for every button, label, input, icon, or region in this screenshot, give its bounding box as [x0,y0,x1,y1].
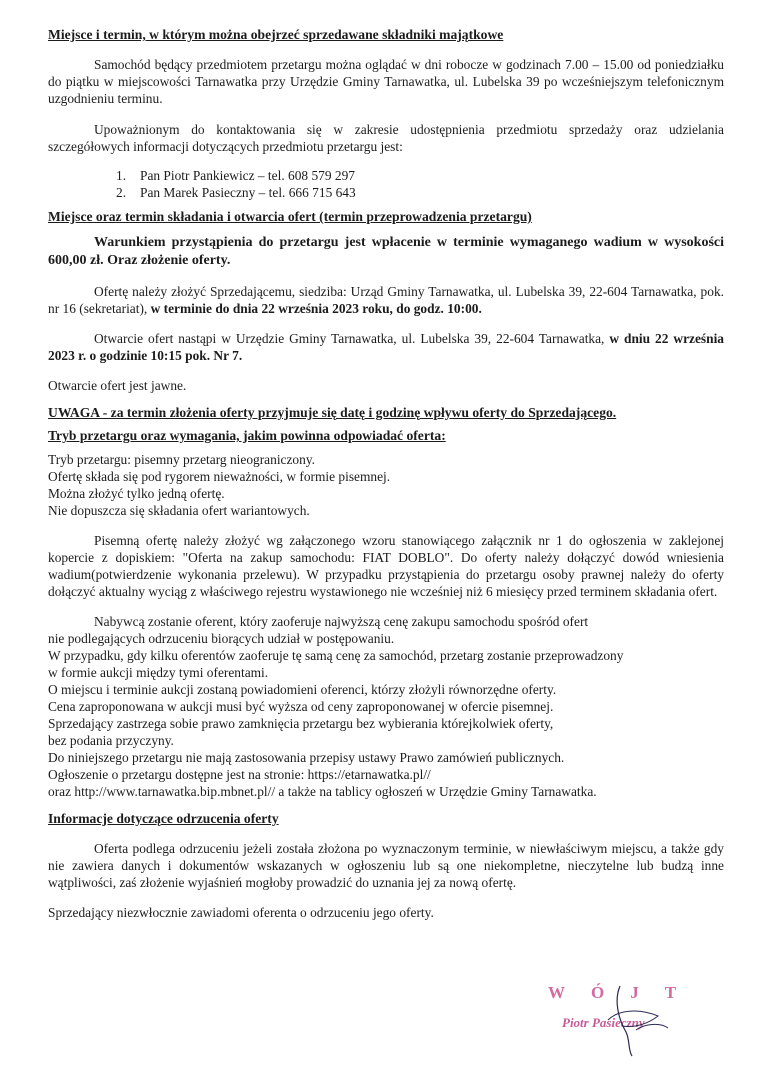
handwritten-signature [548,980,698,1060]
text-line: Nabywcą zostanie oferent, który zaoferuje najwyższą cenę zakupu samochodu spośród ofert [94,614,589,629]
text-line: Cena zaproponowana w aukcji musi być wyższa od ceny zaproponowanej w ofercie pisemnej. [48,699,554,714]
paragraph-rejection-notice: Sprzedający niezwłocznie zawiadomi oferenta o odrzuceniu jego oferty. [48,905,434,920]
paragraph-award-rules [48,613,724,800]
stamp-title: WÓJT [548,983,703,1002]
rule-line: Ofertę składa się pod rygorem nieważności, w formie pisemnej. [48,469,391,484]
section-heading-requirements: Tryb przetargu oraz wymagania, jakim powinna odpowiadać oferta: [48,428,446,443]
section-heading-submission: Miejsce oraz termin składania i otwarcia ofert (termin przeprowadzenia przetargu) [48,209,532,224]
paragraph-opening: Otwarcie ofert nastąpi w Urzędzie Gminy Tarnawatka, ul. Lubelska 39, 22-604 Tarnawatka, w dniu 22 września 2023 r. o godzinie 10:15 pok. Nr 7. [48,331,724,363]
text-line: oraz http://www.tarnawatka.bip.mbnet.pl// a także na tablicy ogłoszeń w Urzędzie Gminy Tarnawatka. [48,784,597,799]
text-line: Do niniejszego przetargu nie mają zastosowania przepisy ustawy Prawo zamówień publicznych. [48,750,565,765]
contact-item: 2. Pan Marek Pasieczny – tel. 666 715 643 [116,185,356,200]
stamp-name: Piotr Pasieczny [562,1015,645,1030]
paragraph-offer-form: Pisemną ofertę należy złożyć wg załączonego wzoru stanowiącego załącznik nr 1 do ogłoszenia w zaklejonej kopercie z dopiskiem: "Oferta na zakup samochodu: FIAT DOBLO". Do oferty należy dołączyć dowód wniesienia wadium(potwierdzenie wykonania przelewu). W przypadku przystąpienia do przetargu osoby prawnej należy do oferty dołączyć aktualny wyciąg z właściwego rejestru wystawionego nie wcześniej niż 6 miesięcy przed terminem składania ofert. [48,533,724,599]
paragraph-submission: Ofertę należy złożyć Sprzedającemu, siedziba: Urząd Gminy Tarnawatka, ul. Lubelska 39, 22-604 Tarnawatka, pok. nr 16 (sekretariat), w terminie do dnia 22 września 2023 roku, do godz. 10:00. [48,284,724,316]
contact-item: 1. Pan Piotr Pankiewicz – tel. 608 579 297 [116,168,355,183]
paragraph-rejection: Oferta podlega odrzuceniu jeżeli została złożona po wyznaczonym terminie, w niewłaściwym miejscu, a także gdy nie zawiera danych i dokumentów wskazanych w ogłoszeniu lub są one niekompletne, nieczytelne lub budzą inne wątpliwości, zaś złożenie wyjaśnień mogłoby prowadzić do uznania jej za nową ofertę. [48,841,724,890]
text-line: w formie aukcji między tymi oferentami. [48,665,269,680]
document-page [48,26,724,921]
rule-line: Tryb przetargu: pisemny przetarg nieograniczony. [48,452,315,467]
text-line: nie podlegających odrzuceniu biorących udział w postępowaniu. [48,631,395,646]
signature-stamp [548,980,703,1060]
notice-heading: UWAGA - za termin złożenia oferty przyjmuje się datę i godzinę wpływu oferty do Sprzedającego. [48,405,617,420]
text-line: O miejscu i terminie aukcji zostaną powiadomieni oferenci, którzy złożyli równorzędne oferty. [48,682,557,697]
text-line: bez podania przyczyny. [48,733,174,748]
text-line: Ogłoszenie o przetargu dostępne jest na stronie: https://etarnawatka.pl// [48,767,431,782]
paragraph-deposit: Warunkiem przystąpienia do przetargu jest wpłacenie w terminie wymaganego wadium w wysokości 600,00 zł. Oraz złożenie oferty. [48,235,724,268]
paragraph-public-opening: Otwarcie ofert jest jawne. [48,378,187,393]
contact-list [48,167,724,201]
paragraph-inspection: Samochód będący przedmiotem przetargu można oglądać w dni robocze w godzinach 7.00 – 15.00 od poniedziałku do piątku w miejscowości Tarnawatka przy Urzędzie Gminy Tarnawatka, ul. Lubelska 39 po wcześniejszym telefonicznym uzgodnieniu terminu. [48,57,724,106]
rule-line: Można złożyć tylko jedną ofertę. [48,486,225,501]
rules-list [48,451,724,519]
text-line: Sprzedający zastrzega sobie prawo zamknięcia przetargu bez wybierania którejkolwiek oferty, [48,716,554,731]
text-line: W przypadku, gdy kilku oferentów zaoferuje tę samą cenę za samochód, przetarg zostanie przeprowadzony [48,648,624,663]
section-heading-inspection: Miejsce i termin, w którym można obejrzeć sprzedawane składniki majątkowe [48,27,504,42]
paragraph-contact-intro: Upoważnionym do kontaktowania się w zakresie udostępnienia przedmiotu sprzedaży oraz udzielania szczegółowych informacji dotyczących przedmiotu przetargu jest: [48,122,724,154]
section-heading-rejection: Informacje dotyczące odrzucenia oferty [48,811,279,826]
rule-line: Nie dopuszcza się składania ofert wariantowych. [48,503,310,518]
